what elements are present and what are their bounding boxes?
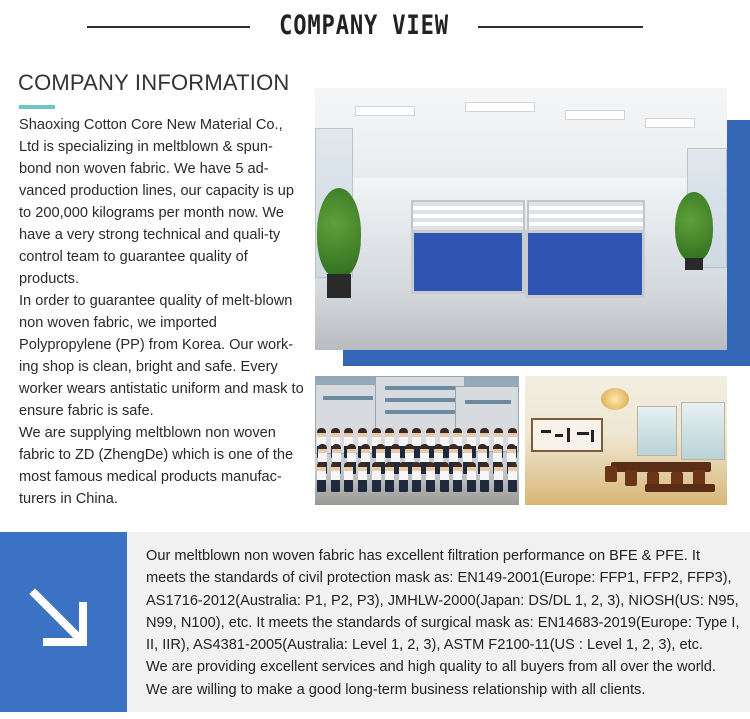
heading-accent-bar <box>19 105 55 109</box>
staff-group-photo <box>315 376 519 505</box>
title-divider-left <box>87 26 250 28</box>
title-divider-right <box>478 26 643 28</box>
standards-paragraph: Our meltblown non woven fabric has excellent filtration performance on BFE & PFE. It meets the standards of civil protection mask as: EN149-2001(Europe: FFP1, FFP2, FFP3), AS1716-2012(Australia: P1, P2, P3), JMHLW-2000(Japan: DS/DL 1, 2, 3), NIOSH(US: N95, N99, N100), etc. It meets the standards of surgical mask as: EN14683-2019(Europe: Type I, II, IIR), AS4381-2005(Australia: Level 1, 2, 3), ASTM F2100-11(US : Level 1, 2, 3), etc. <box>146 548 740 654</box>
company-info-heading: COMPANY INFORMATION <box>18 70 290 95</box>
company-info-paragraph: In order to guarantee quality of melt-blown non woven fabric, we imported Polypropylene (PP) from Korea. Our work-ing shop is clean, bright and safe. Every worker wears antistatic uniform and mask to ensure fabric is safe. <box>19 293 304 419</box>
standards-text <box>146 545 742 701</box>
standards-paragraph: We are providing excellent services and high quality to all buyers from all over the world. <box>146 659 716 676</box>
standards-paragraph: We are willing to make a good long-term business relationship with all clients. <box>146 681 646 698</box>
arrow-down-right-icon <box>27 586 91 650</box>
company-info-paragraph: Shaoxing Cotton Core New Material Co., Ltd is specializing in meltblown & spun-bond non woven fabric. We have 5 ad-vanced production lines, our capacity is up to 200,000 kilograms per month now. We have a very strong technical and quali-ty control team to guarantee quality of products. <box>19 117 295 287</box>
company-info-text <box>19 114 305 510</box>
page-title: COMPANY VIEW <box>279 10 449 41</box>
meeting-room-photo <box>525 376 727 505</box>
office-photo <box>315 88 727 350</box>
company-info-paragraph: We are supplying meltblown non woven fabric to ZD (ZhengDe) which is one of the most famous medical products manufac-turers in China. <box>19 425 294 507</box>
